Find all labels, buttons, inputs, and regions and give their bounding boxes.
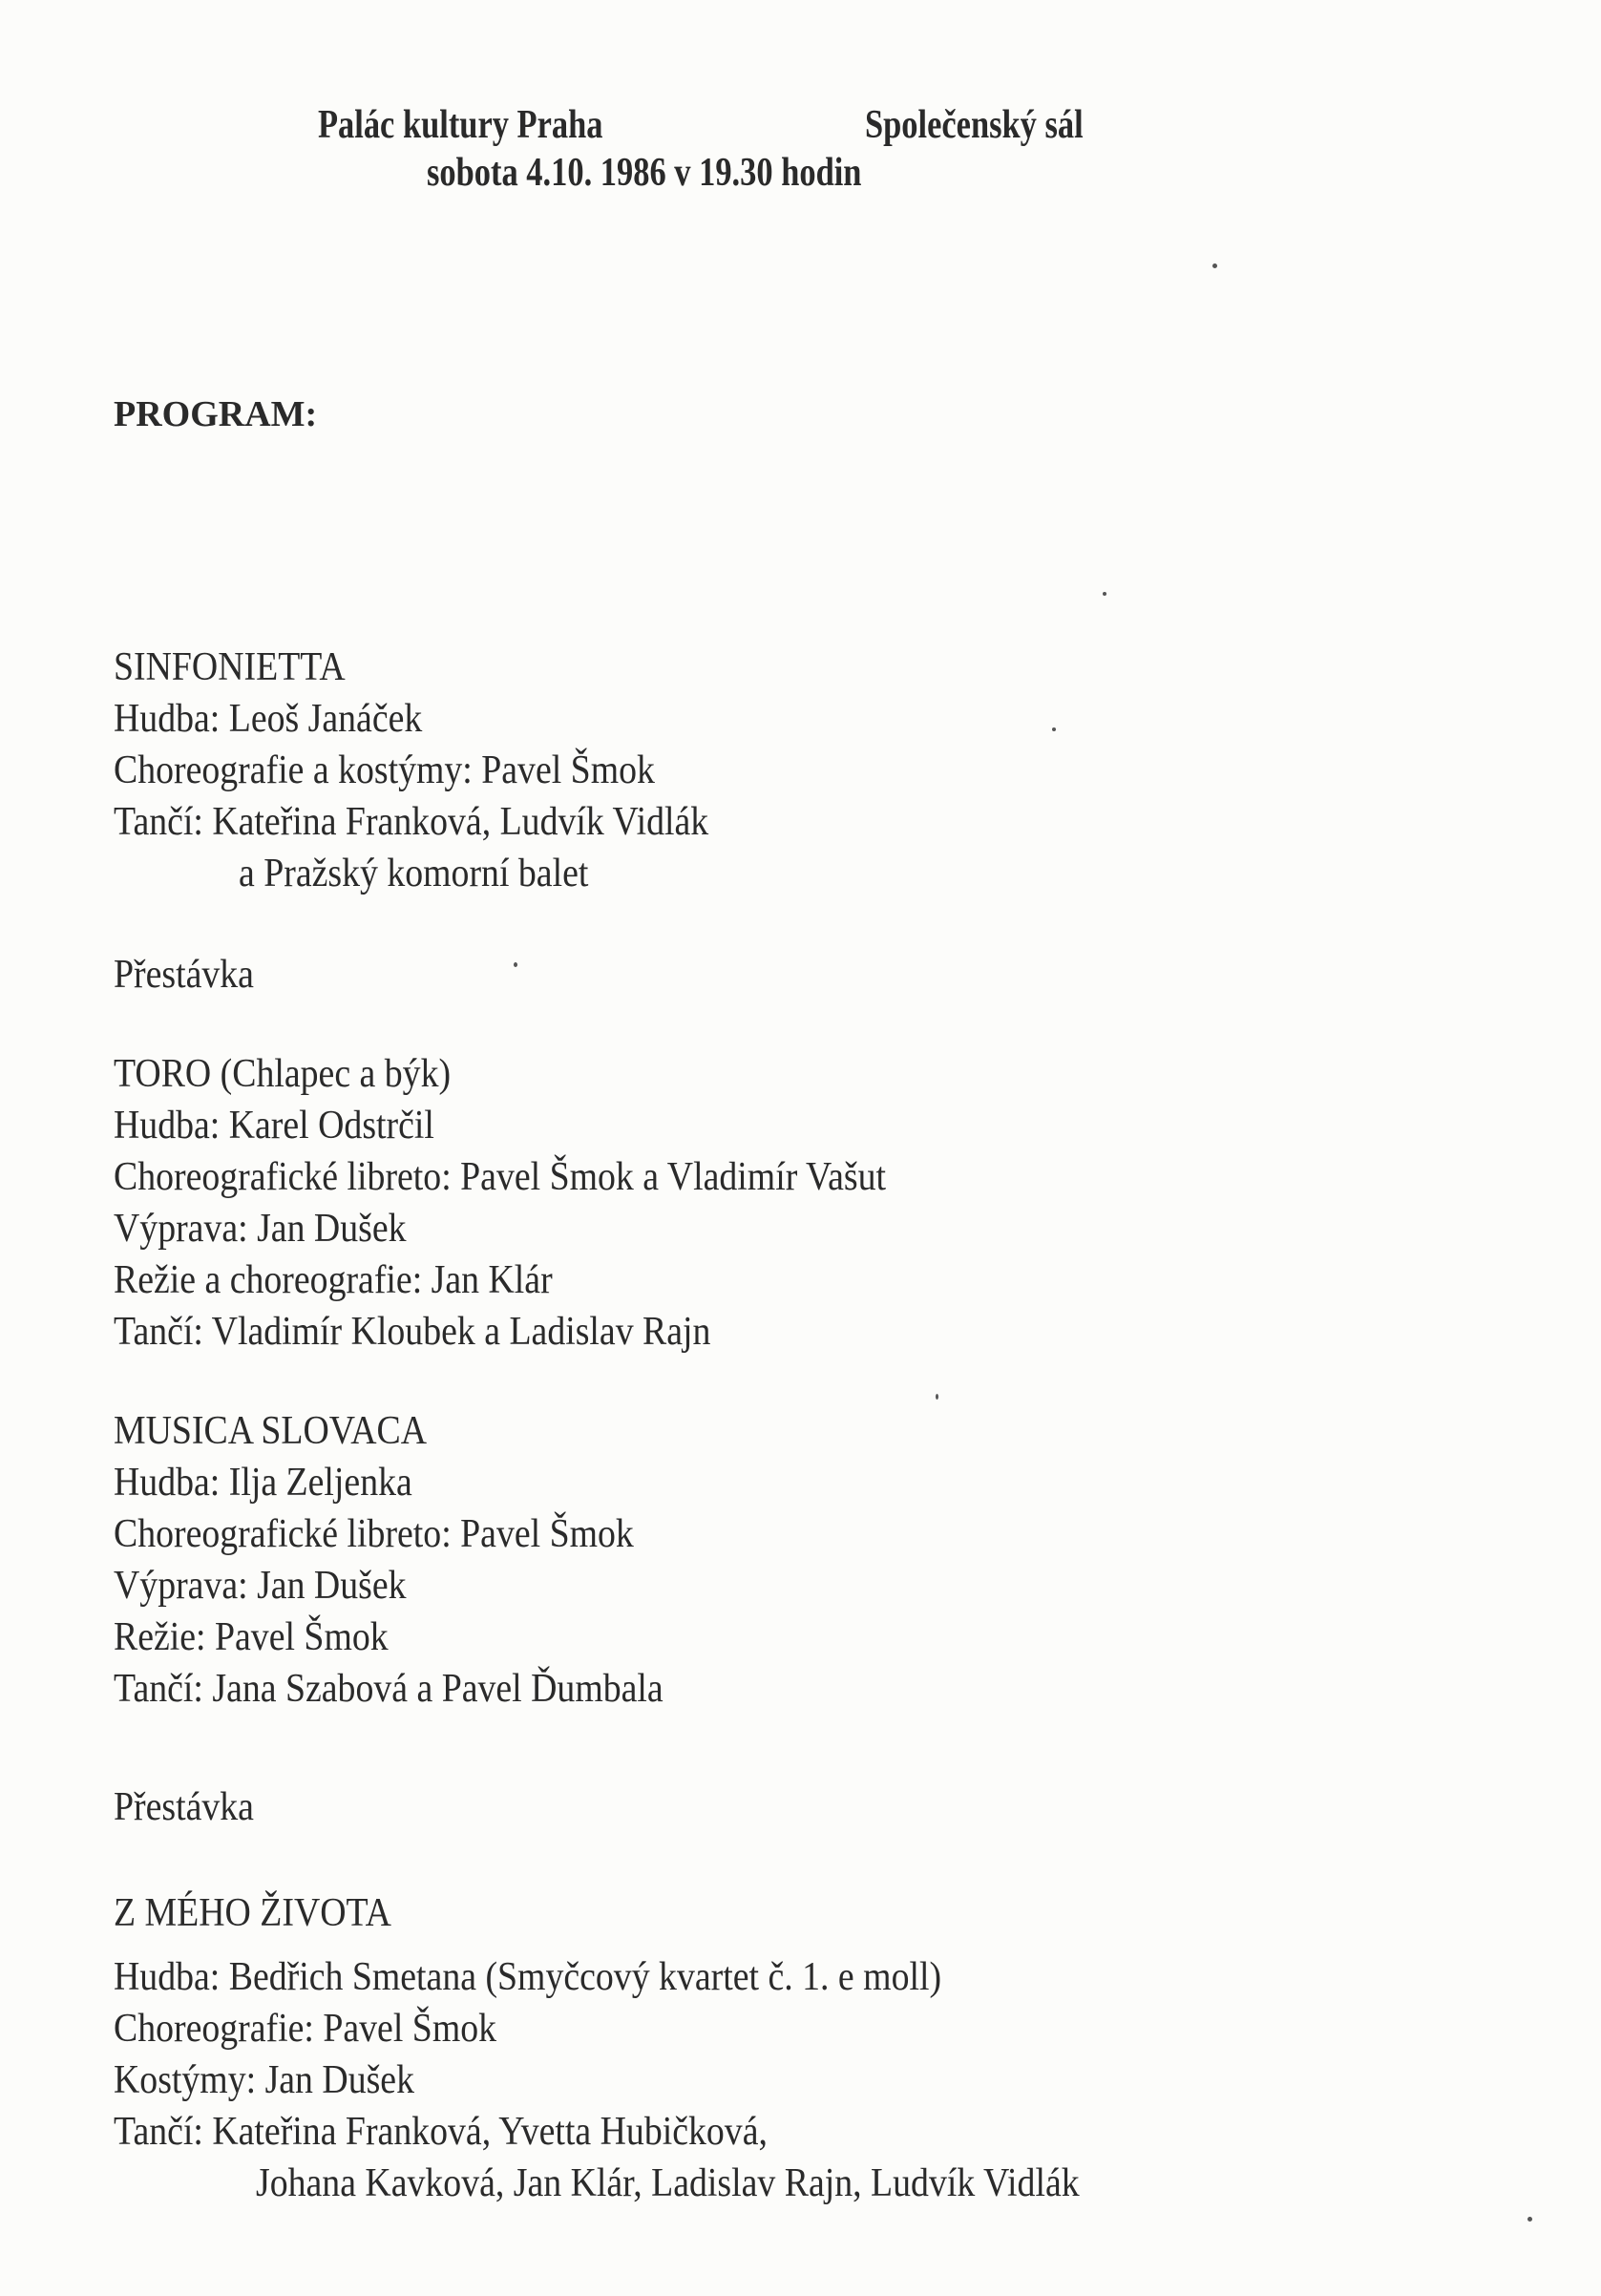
scan-speck bbox=[1527, 2217, 1532, 2222]
credit-line: Hudba: Leoš Janáček bbox=[114, 697, 423, 741]
credit-line: Choreografie a kostýmy: Pavel Šmok bbox=[114, 748, 655, 792]
credit-line: Kostýmy: Jan Dušek bbox=[114, 2058, 414, 2102]
scan-speck bbox=[514, 962, 517, 967]
hall: Společenský sál bbox=[865, 103, 1084, 147]
intermission: Přestávka bbox=[114, 953, 254, 997]
credit-line: Tančí: Kateřina Franková, Yvetta Hubičková, bbox=[114, 2110, 768, 2154]
credit-line: Johana Kavková, Jan Klár, Ladislav Rajn, Ludvík Vidlák bbox=[256, 2161, 1080, 2205]
credit-line: Režie a choreografie: Jan Klár bbox=[114, 1258, 553, 1302]
credit-line: Hudba: Ilja Zeljenka bbox=[114, 1461, 412, 1505]
scan-speck bbox=[936, 1394, 938, 1400]
credit-line: Hudba: Karel Odstrčil bbox=[114, 1104, 434, 1148]
credit-line: Režie: Pavel Šmok bbox=[114, 1615, 389, 1659]
credit-line: Hudba: Bedřich Smetana (Smyčcový kvartet č. 1. e moll) bbox=[114, 1955, 942, 1999]
credit-line: Tančí: Kateřina Franková, Ludvík Vidlák bbox=[114, 800, 709, 844]
credit-line: Tančí: Vladimír Kloubek a Ladislav Rajn bbox=[114, 1310, 711, 1354]
credit-line: Choreografické libreto: Pavel Šmok bbox=[114, 1512, 634, 1556]
credit-line: a Pražský komorní balet bbox=[239, 852, 589, 895]
credit-line: Výprava: Jan Dušek bbox=[114, 1564, 407, 1608]
scan-speck bbox=[1103, 592, 1106, 596]
section-title: SINFONIETTA bbox=[114, 645, 346, 689]
credit-line: Tančí: Jana Szabová a Pavel Ďumbala bbox=[114, 1667, 664, 1711]
section-title: TORO (Chlapec a býk) bbox=[114, 1052, 452, 1096]
section-title: Z MÉHO ŽIVOTA bbox=[114, 1891, 391, 1935]
scan-speck bbox=[1212, 263, 1217, 268]
credit-line: Výprava: Jan Dušek bbox=[114, 1207, 407, 1251]
venue: Palác kultury Praha bbox=[318, 103, 603, 147]
intermission: Přestávka bbox=[114, 1785, 254, 1829]
credit-line: Choreografické libreto: Pavel Šmok a Vladimír Vašut bbox=[114, 1155, 887, 1199]
scan-speck bbox=[1052, 727, 1056, 731]
program-heading: PROGRAM: bbox=[114, 394, 318, 434]
section-title: MUSICA SLOVACA bbox=[114, 1409, 428, 1453]
credit-line: Choreografie: Pavel Šmok bbox=[114, 2007, 497, 2051]
date-time: sobota 4.10. 1986 v 19.30 hodin bbox=[427, 151, 862, 195]
